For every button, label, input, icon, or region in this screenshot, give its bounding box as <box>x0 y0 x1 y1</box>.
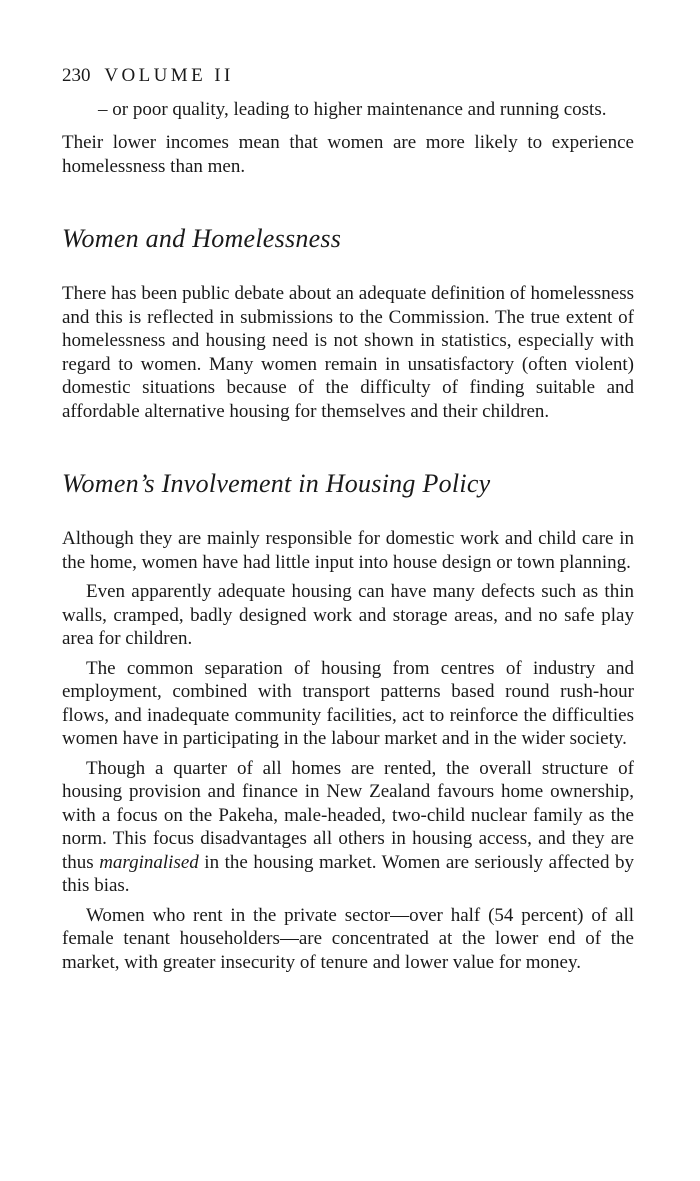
running-title: VOLUME II <box>104 65 234 86</box>
running-head <box>62 64 634 88</box>
emphasis-marginalised: marginalised <box>99 851 199 873</box>
policy-paragraph-2: Even apparently adequate housing can have many defects such as thin walls, cramped, badly designed work and storage areas, and no safe play area for children. <box>62 581 634 649</box>
section-heading-homelessness: Women and Homelessness <box>62 224 342 253</box>
bullet-continuation: – or poor quality, leading to higher maintenance and running costs. <box>98 98 607 120</box>
policy-paragraph-3: The common separation of housing from centres of industry and employment, combined with transport patterns based round rush-hour flows, and inadequate community facilities, act to reinforce the difficulties women have in participating in the labour market and in the wider society. <box>62 657 634 749</box>
page-content <box>62 64 634 974</box>
policy-paragraph-5: Women who rent in the private sector—over half (54 percent) of all female tenant householders—are concentrated at the lower end of the market, with greater insecurity of tenure and lower value for money. <box>62 904 634 973</box>
section-heading-housing-policy: Women’s Involvement in Housing Policy <box>62 469 491 498</box>
page-number: 230 <box>62 65 91 86</box>
policy-paragraph-4 <box>62 757 634 898</box>
intro-paragraph: Their lower incomes mean that women are more likely to experience homelessness than men. <box>62 132 634 177</box>
policy-paragraph-4-end: in the housing market. Women are seriously affected by this bias. <box>62 851 634 896</box>
policy-paragraph-1: Although they are mainly responsible for domestic work and child care in the home, women have had little input into house design or town planning. <box>62 528 634 573</box>
policy-paragraph-4-start: Though a quarter of all homes are rented, the overall structure of housing provision and finance in New Zealand favours home ownership, with a focus on the Pakeha, male-headed, two-child nuclear family as the norm. This focus disadvantages all others in housing access, and they are thus <box>62 757 634 873</box>
homelessness-paragraph: There has been public debate about an adequate definition of homelessness and this is reflected in submissions to the Commission. The true extent of homelessness and housing need is not shown in statistics, especially with regard to women. Many women remain in unsatisfactory (often violent) domestic situations because of the difficulty of finding suitable and affordable alternative housing for themselves and their children. <box>62 283 634 422</box>
